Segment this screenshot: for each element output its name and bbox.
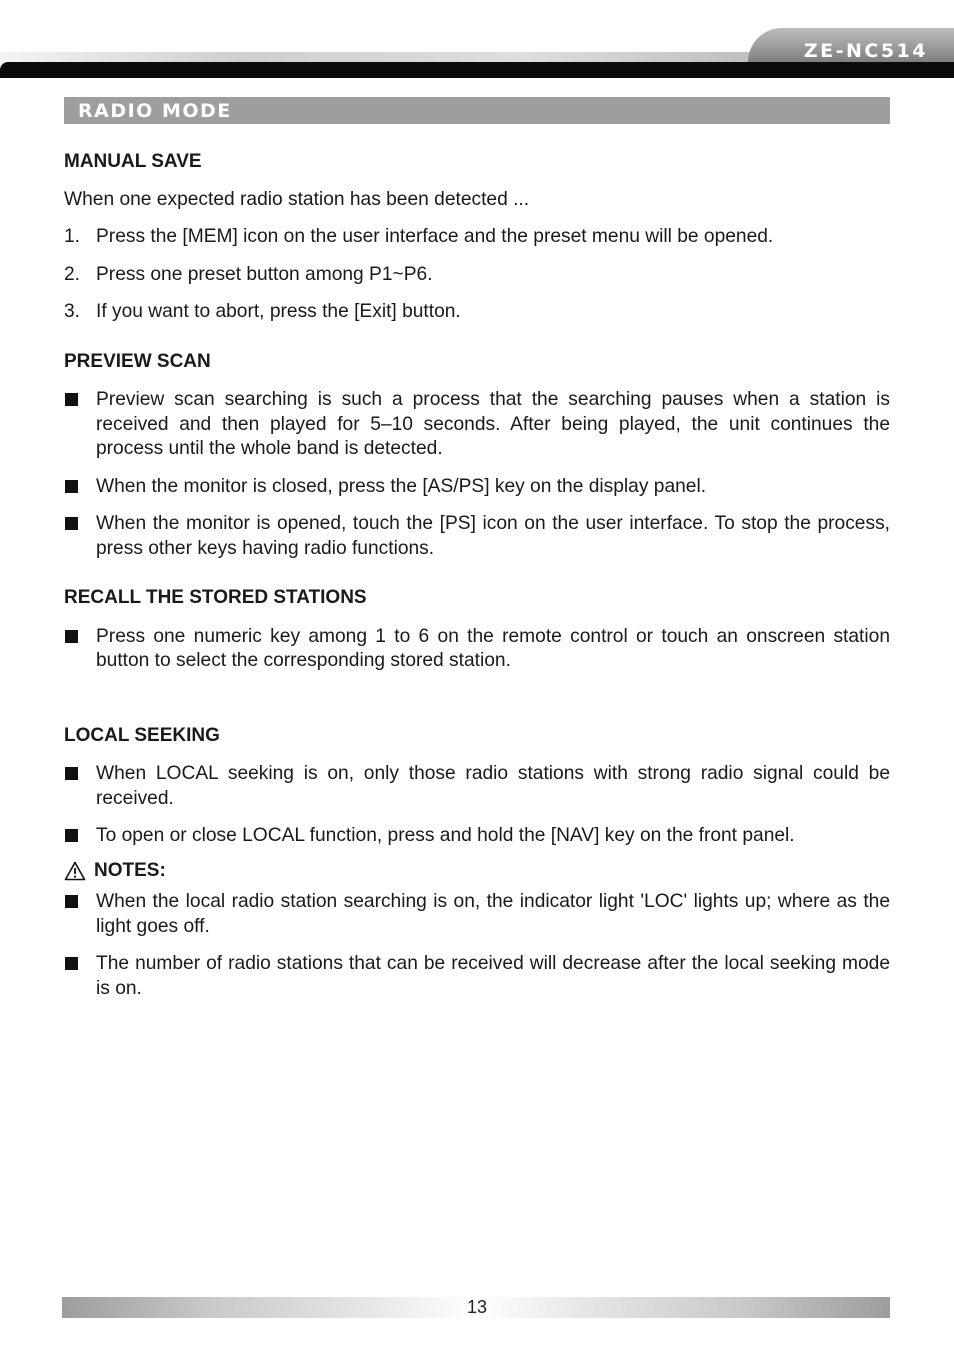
list-item	[64, 762, 890, 811]
bullet-square-icon	[65, 480, 78, 493]
step-number: 1.	[64, 226, 81, 247]
bullet-square-icon	[65, 393, 78, 406]
step-text: Press one preset button among P1~P6.	[96, 263, 433, 285]
list-item	[64, 475, 890, 500]
bullet-square-icon	[65, 517, 78, 530]
heading-local-seeking: LOCAL SEEKING	[64, 724, 220, 746]
bullet-square-icon	[65, 630, 78, 643]
bullet-text: When LOCAL seeking is on, only those radio stations with strong radio signal could be received.	[96, 763, 890, 809]
bullet-square-icon	[65, 829, 78, 842]
list-item	[64, 300, 890, 325]
header-band-dark	[0, 62, 954, 78]
manual-save-intro: When one expected radio station has been detected ...	[64, 188, 530, 210]
heading-recall: RECALL THE STORED STATIONS	[64, 587, 367, 608]
bullet-text: Preview scan searching is such a process that the searching pauses when a station is received and then played for 5–10 seconds. After being played, the unit continues the process until the whole band is detected.	[96, 389, 890, 459]
step-number: 3.	[64, 301, 81, 322]
step-text: If you want to abort, press the [Exit] button.	[96, 301, 461, 322]
bullet-square-icon	[65, 957, 78, 970]
notes-heading	[64, 859, 890, 884]
heading-manual-save: MANUAL SAVE	[64, 151, 202, 172]
list-item	[64, 388, 890, 462]
list-item	[64, 263, 890, 288]
page-content	[64, 150, 890, 1001]
bullet-square-icon	[65, 895, 78, 908]
note-text: The number of radio stations that can be received will decrease after the local seeking mode is on.	[96, 953, 890, 999]
note-text: When the local radio station searching is on, the indicator light 'LOC' lights up; where as the light goes off.	[96, 891, 890, 937]
section-title: RADIO MODE	[78, 100, 232, 122]
page-number: 13	[466, 1297, 488, 1317]
bullet-text: Press one numeric key among 1 to 6 on the remote control or touch an onscreen station button to select the corresponding stored station.	[96, 625, 890, 671]
notes-label: NOTES:	[94, 859, 166, 881]
heading-preview-scan: PREVIEW SCAN	[64, 350, 211, 372]
bullet-text: When the monitor is closed, press the [AS/PS] key on the display panel.	[96, 475, 707, 497]
section-title-bar	[64, 97, 890, 124]
list-item	[64, 824, 890, 849]
list-item	[64, 625, 890, 674]
warning-triangle-icon	[64, 861, 86, 881]
list-item	[64, 952, 890, 1001]
bullet-text: When the monitor is opened, touch the [PS] icon on the user interface. To stop the process, press other keys having radio functions.	[96, 513, 890, 559]
step-text: Press the [MEM] icon on the user interface and the preset menu will be opened.	[96, 226, 774, 247]
step-number: 2.	[64, 263, 81, 285]
model-name: ZE-NC514	[803, 40, 928, 62]
bullet-text: To open or close LOCAL function, press and hold the [NAV] key on the front panel.	[96, 825, 795, 846]
list-item	[64, 890, 890, 939]
list-item	[64, 225, 890, 250]
bullet-square-icon	[65, 767, 78, 780]
list-item	[64, 512, 890, 561]
